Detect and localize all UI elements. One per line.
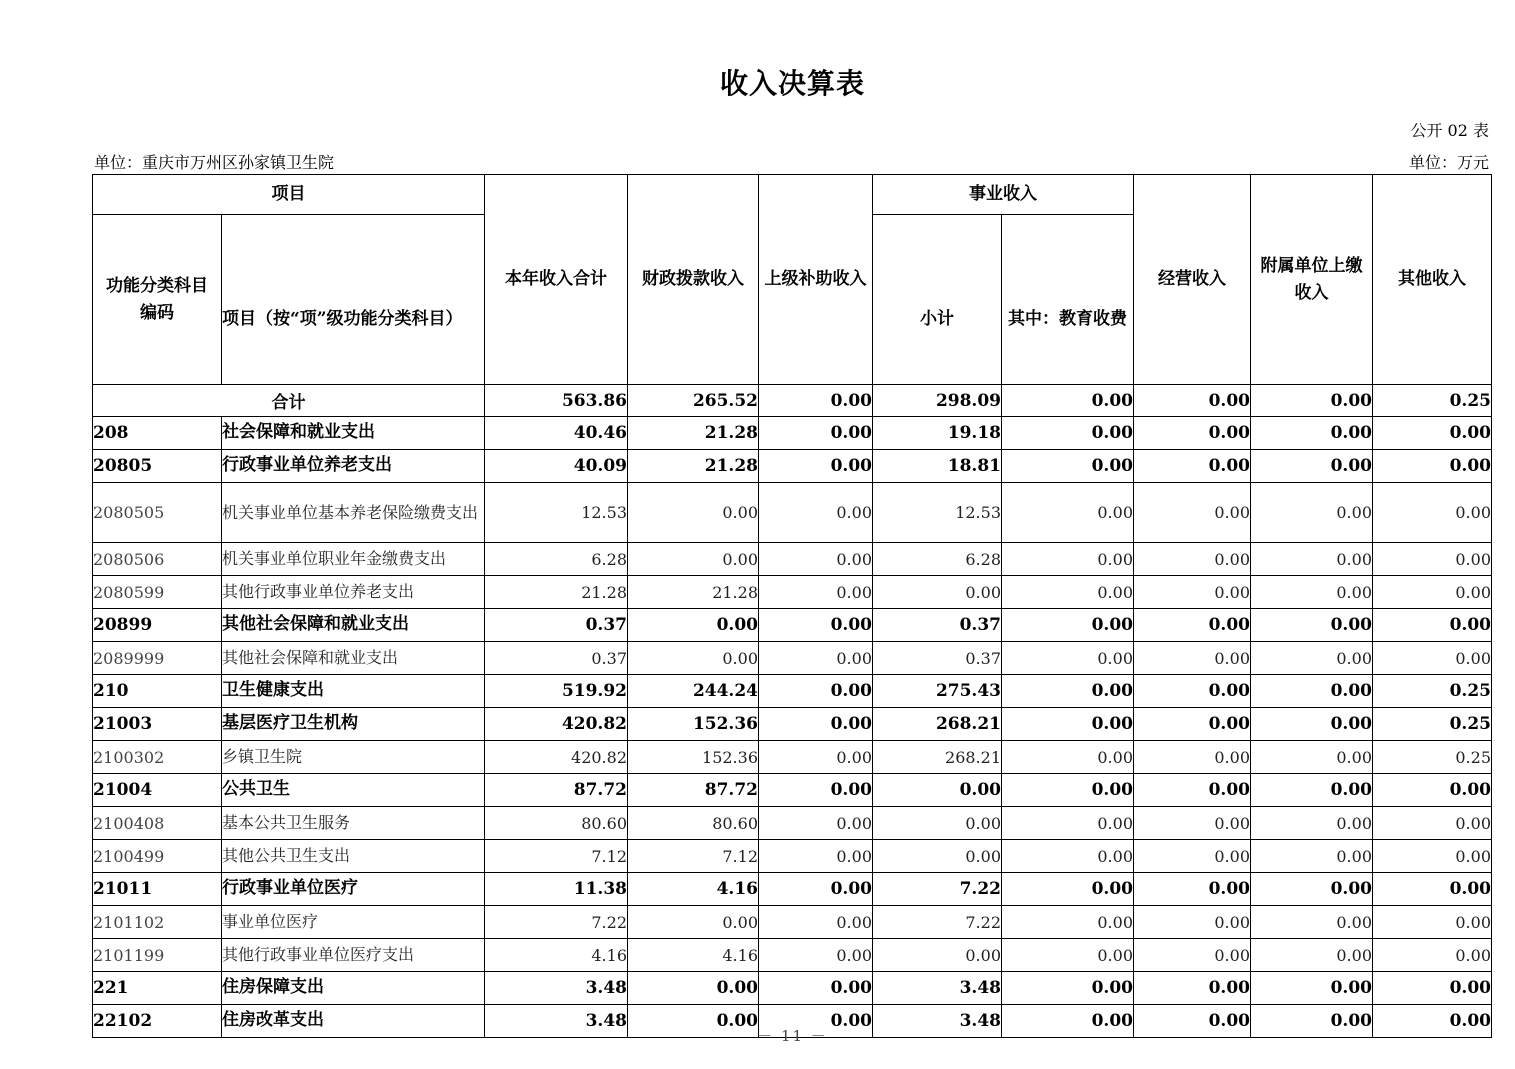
row-value: 0.00 <box>1002 576 1134 609</box>
row-value: 0.25 <box>1373 708 1492 741</box>
row-value: 0.00 <box>1134 1005 1251 1038</box>
row-value: 19.18 <box>873 417 1002 450</box>
row-value: 0.25 <box>1373 675 1492 708</box>
row-value: 0.00 <box>1002 774 1134 807</box>
row-value: 275.43 <box>873 675 1002 708</box>
header-education: 其中：教育收费 <box>1002 215 1134 385</box>
row-value: 0.00 <box>759 708 873 741</box>
row-value: 0.00 <box>1002 708 1134 741</box>
row-value: 4.16 <box>628 873 759 906</box>
table-row <box>93 906 1492 939</box>
total-cell: 0.00 <box>1134 385 1251 417</box>
row-value: 0.00 <box>1134 483 1251 543</box>
table-row <box>93 741 1492 774</box>
row-name: 住房保障支出 <box>222 972 485 1005</box>
row-value: 0.00 <box>628 543 759 576</box>
header-business-group: 事业收入 <box>873 175 1134 215</box>
row-value: 0.00 <box>1002 417 1134 450</box>
row-value: 0.00 <box>1251 939 1373 972</box>
row-value: 0.00 <box>759 450 873 483</box>
row-value: 0.00 <box>1134 741 1251 774</box>
row-value: 0.00 <box>1373 807 1492 840</box>
row-value: 268.21 <box>873 708 1002 741</box>
table-row <box>93 774 1492 807</box>
row-value: 0.00 <box>1002 939 1134 972</box>
row-value: 0.00 <box>1251 483 1373 543</box>
row-value: 0.00 <box>1002 840 1134 873</box>
row-value: 0.00 <box>759 906 873 939</box>
row-value: 0.00 <box>1251 774 1373 807</box>
row-value: 0.00 <box>1002 483 1134 543</box>
row-value: 4.16 <box>485 939 628 972</box>
total-cell: 0.00 <box>1002 385 1134 417</box>
row-code: 20805 <box>93 450 222 483</box>
header-superior: 上级补助收入 <box>759 175 873 385</box>
header-affiliate: 附属单位上缴收入 <box>1251 175 1373 385</box>
row-value: 0.00 <box>1373 576 1492 609</box>
table-row <box>93 450 1492 483</box>
currency-unit: 单位：万元 <box>1408 153 1489 172</box>
row-value: 0.00 <box>759 873 873 906</box>
row-value: 21.28 <box>485 576 628 609</box>
page-title: 收入决算表 <box>719 67 865 100</box>
row-value: 0.00 <box>759 675 873 708</box>
table-row <box>93 576 1492 609</box>
total-cell: 298.09 <box>873 385 1002 417</box>
row-code: 21011 <box>93 873 222 906</box>
row-value: 0.00 <box>1251 1005 1373 1038</box>
table-row <box>93 939 1492 972</box>
row-value: 0.00 <box>759 840 873 873</box>
row-code: 2100408 <box>93 807 222 840</box>
row-name: 其他行政事业单位养老支出 <box>222 576 485 609</box>
row-name: 公共卫生 <box>222 774 485 807</box>
row-value: 0.00 <box>1373 450 1492 483</box>
row-value: 3.48 <box>485 1005 628 1038</box>
row-value: 6.28 <box>873 543 1002 576</box>
row-value: 0.00 <box>1373 873 1492 906</box>
row-value: 3.48 <box>873 972 1002 1005</box>
table-row <box>93 873 1492 906</box>
row-value: 0.00 <box>1002 642 1134 675</box>
total-cell: 563.86 <box>485 385 628 417</box>
table-row <box>93 417 1492 450</box>
row-value: 0.00 <box>759 417 873 450</box>
row-value: 0.00 <box>1251 807 1373 840</box>
row-value: 0.37 <box>873 642 1002 675</box>
total-row <box>93 385 1492 417</box>
row-value: 0.00 <box>1134 774 1251 807</box>
row-value: 0.00 <box>628 609 759 642</box>
row-value: 0.00 <box>1373 417 1492 450</box>
table-row <box>93 543 1492 576</box>
row-name: 基层医疗卫生机构 <box>222 708 485 741</box>
row-value: 0.00 <box>873 807 1002 840</box>
row-value: 4.16 <box>628 939 759 972</box>
table-row <box>93 708 1492 741</box>
row-code: 2100499 <box>93 840 222 873</box>
row-value: 0.00 <box>1251 417 1373 450</box>
row-value: 0.00 <box>1373 774 1492 807</box>
row-name: 其他社会保障和就业支出 <box>222 642 485 675</box>
table-row <box>93 807 1492 840</box>
row-value: 0.00 <box>1251 873 1373 906</box>
row-value: 21.28 <box>628 576 759 609</box>
row-value: 268.21 <box>873 741 1002 774</box>
row-value: 3.48 <box>873 1005 1002 1038</box>
row-value: 0.00 <box>1134 675 1251 708</box>
row-value: 12.53 <box>873 483 1002 543</box>
row-value: 12.53 <box>485 483 628 543</box>
row-value: 0.37 <box>485 642 628 675</box>
row-value: 0.00 <box>1002 873 1134 906</box>
row-value: 0.00 <box>873 774 1002 807</box>
row-value: 0.00 <box>873 939 1002 972</box>
row-value: 0.00 <box>1373 906 1492 939</box>
row-value: 0.00 <box>1134 708 1251 741</box>
row-value: 7.12 <box>628 840 759 873</box>
row-value: 0.00 <box>1134 939 1251 972</box>
row-value: 0.00 <box>1002 741 1134 774</box>
row-value: 0.00 <box>759 576 873 609</box>
row-name: 卫生健康支出 <box>222 675 485 708</box>
row-value: 0.00 <box>1002 1005 1134 1038</box>
row-value: 87.72 <box>628 774 759 807</box>
row-value: 0.00 <box>1373 543 1492 576</box>
header-total: 本年收入合计 <box>485 175 628 385</box>
table-row <box>93 642 1492 675</box>
row-value: 0.00 <box>1373 609 1492 642</box>
row-value: 0.00 <box>1002 972 1134 1005</box>
row-value: 0.00 <box>1251 450 1373 483</box>
header-project: 项目 <box>93 175 485 215</box>
row-value: 152.36 <box>628 708 759 741</box>
row-value: 0.25 <box>1373 741 1492 774</box>
row-value: 0.37 <box>873 609 1002 642</box>
table-row <box>93 840 1492 873</box>
row-name: 事业单位医疗 <box>222 906 485 939</box>
row-code: 20899 <box>93 609 222 642</box>
row-value: 0.00 <box>1134 642 1251 675</box>
row-value: 0.00 <box>1134 873 1251 906</box>
header-name: 项目（按“项”级功能分类科目） <box>222 215 485 385</box>
row-value: 0.00 <box>1251 543 1373 576</box>
table-row <box>93 483 1492 543</box>
row-value: 0.00 <box>1251 576 1373 609</box>
row-value: 0.00 <box>1373 1005 1492 1038</box>
row-code: 208 <box>93 417 222 450</box>
row-name: 其他行政事业单位医疗支出 <box>222 939 485 972</box>
row-value: 0.00 <box>628 906 759 939</box>
row-value: 244.24 <box>628 675 759 708</box>
row-value: 7.22 <box>873 873 1002 906</box>
row-value: 0.00 <box>759 807 873 840</box>
row-value: 0.00 <box>873 576 1002 609</box>
row-value: 0.37 <box>485 609 628 642</box>
row-value: 80.60 <box>628 807 759 840</box>
row-value: 0.00 <box>1002 543 1134 576</box>
row-value: 80.60 <box>485 807 628 840</box>
header-operation: 经营收入 <box>1134 175 1251 385</box>
row-code: 221 <box>93 972 222 1005</box>
total-cell: 0.00 <box>1251 385 1373 417</box>
row-code: 2089999 <box>93 642 222 675</box>
row-value: 0.00 <box>759 483 873 543</box>
row-value: 0.00 <box>1251 609 1373 642</box>
header-fiscal: 财政拨款收入 <box>628 175 759 385</box>
row-name: 机关事业单位职业年金缴费支出 <box>222 543 485 576</box>
row-name: 行政事业单位养老支出 <box>222 450 485 483</box>
row-value: 0.00 <box>1002 807 1134 840</box>
row-value: 0.00 <box>759 741 873 774</box>
row-name: 社会保障和就业支出 <box>222 417 485 450</box>
row-name: 乡镇卫生院 <box>222 741 485 774</box>
row-value: 0.00 <box>759 609 873 642</box>
total-label: 合计 <box>93 385 485 417</box>
row-code: 210 <box>93 675 222 708</box>
row-value: 11.38 <box>485 873 628 906</box>
row-value: 0.00 <box>1002 906 1134 939</box>
row-value: 21.28 <box>628 417 759 450</box>
row-name: 基本公共卫生服务 <box>222 807 485 840</box>
row-code: 2100302 <box>93 741 222 774</box>
row-value: 3.48 <box>485 972 628 1005</box>
row-value: 0.00 <box>628 642 759 675</box>
row-value: 0.00 <box>1251 708 1373 741</box>
row-value: 0.00 <box>1251 642 1373 675</box>
row-value: 0.00 <box>1134 609 1251 642</box>
row-name: 行政事业单位医疗 <box>222 873 485 906</box>
row-name: 机关事业单位基本养老保险缴费支出 <box>222 483 485 543</box>
row-code: 21003 <box>93 708 222 741</box>
row-value: 0.00 <box>1134 417 1251 450</box>
row-value: 0.00 <box>628 1005 759 1038</box>
table-header <box>93 175 1492 385</box>
row-code: 2080506 <box>93 543 222 576</box>
row-value: 0.00 <box>759 543 873 576</box>
total-cell: 0.00 <box>759 385 873 417</box>
row-value: 0.00 <box>1134 576 1251 609</box>
row-value: 420.82 <box>485 708 628 741</box>
row-value: 0.00 <box>1134 840 1251 873</box>
row-value: 0.00 <box>1002 609 1134 642</box>
row-name: 其他社会保障和就业支出 <box>222 609 485 642</box>
row-name: 住房改革支出 <box>222 1005 485 1038</box>
row-value: 0.00 <box>759 939 873 972</box>
row-value: 0.00 <box>759 972 873 1005</box>
row-value: 0.00 <box>1134 543 1251 576</box>
row-value: 0.00 <box>1251 741 1373 774</box>
row-value: 7.12 <box>485 840 628 873</box>
row-value: 18.81 <box>873 450 1002 483</box>
row-value: 0.00 <box>1373 642 1492 675</box>
row-value: 0.00 <box>759 642 873 675</box>
row-value: 40.09 <box>485 450 628 483</box>
row-value: 519.92 <box>485 675 628 708</box>
row-code: 21004 <box>93 774 222 807</box>
row-value: 7.22 <box>873 906 1002 939</box>
row-value: 0.00 <box>759 774 873 807</box>
total-cell: 265.52 <box>628 385 759 417</box>
row-value: 0.00 <box>1373 972 1492 1005</box>
table-row <box>93 609 1492 642</box>
row-value: 0.00 <box>1134 450 1251 483</box>
row-value: 87.72 <box>485 774 628 807</box>
row-name: 其他公共卫生支出 <box>222 840 485 873</box>
row-code: 2101102 <box>93 906 222 939</box>
row-code: 22102 <box>93 1005 222 1038</box>
total-cell: 0.25 <box>1373 385 1492 417</box>
row-code: 2101199 <box>93 939 222 972</box>
row-value: 40.46 <box>485 417 628 450</box>
row-value: 0.00 <box>628 483 759 543</box>
row-value: 0.00 <box>628 972 759 1005</box>
row-value: 0.00 <box>1134 906 1251 939</box>
row-code: 2080505 <box>93 483 222 543</box>
header-subtotal: 小计 <box>873 215 1002 385</box>
row-value: 420.82 <box>485 741 628 774</box>
row-value: 0.00 <box>873 840 1002 873</box>
organization-unit: 单位：重庆市万州区孙家镇卫生院 <box>94 153 335 172</box>
row-value: 0.00 <box>1251 840 1373 873</box>
page-number: － 11 － <box>757 1027 828 1045</box>
row-value: 0.00 <box>1251 675 1373 708</box>
row-value: 0.00 <box>1134 972 1251 1005</box>
table-row <box>93 675 1492 708</box>
row-value: 0.00 <box>1002 450 1134 483</box>
row-value: 21.28 <box>628 450 759 483</box>
row-value: 152.36 <box>628 741 759 774</box>
row-value: 0.00 <box>1251 906 1373 939</box>
header-code: 功能分类科目编码 <box>93 215 222 385</box>
income-table <box>92 174 1492 1038</box>
row-value: 0.00 <box>1134 807 1251 840</box>
row-value: 0.00 <box>759 1005 873 1038</box>
row-value: 7.22 <box>485 906 628 939</box>
row-value: 6.28 <box>485 543 628 576</box>
row-value: 0.00 <box>1002 675 1134 708</box>
row-value: 0.00 <box>1373 840 1492 873</box>
table-body <box>93 385 1492 1038</box>
form-number: 公开 02 表 <box>1410 121 1489 140</box>
row-value: 0.00 <box>1373 939 1492 972</box>
row-code: 2080599 <box>93 576 222 609</box>
row-value: 0.00 <box>1251 972 1373 1005</box>
header-other: 其他收入 <box>1373 175 1492 385</box>
row-value: 0.00 <box>1373 483 1492 543</box>
table-row <box>93 972 1492 1005</box>
